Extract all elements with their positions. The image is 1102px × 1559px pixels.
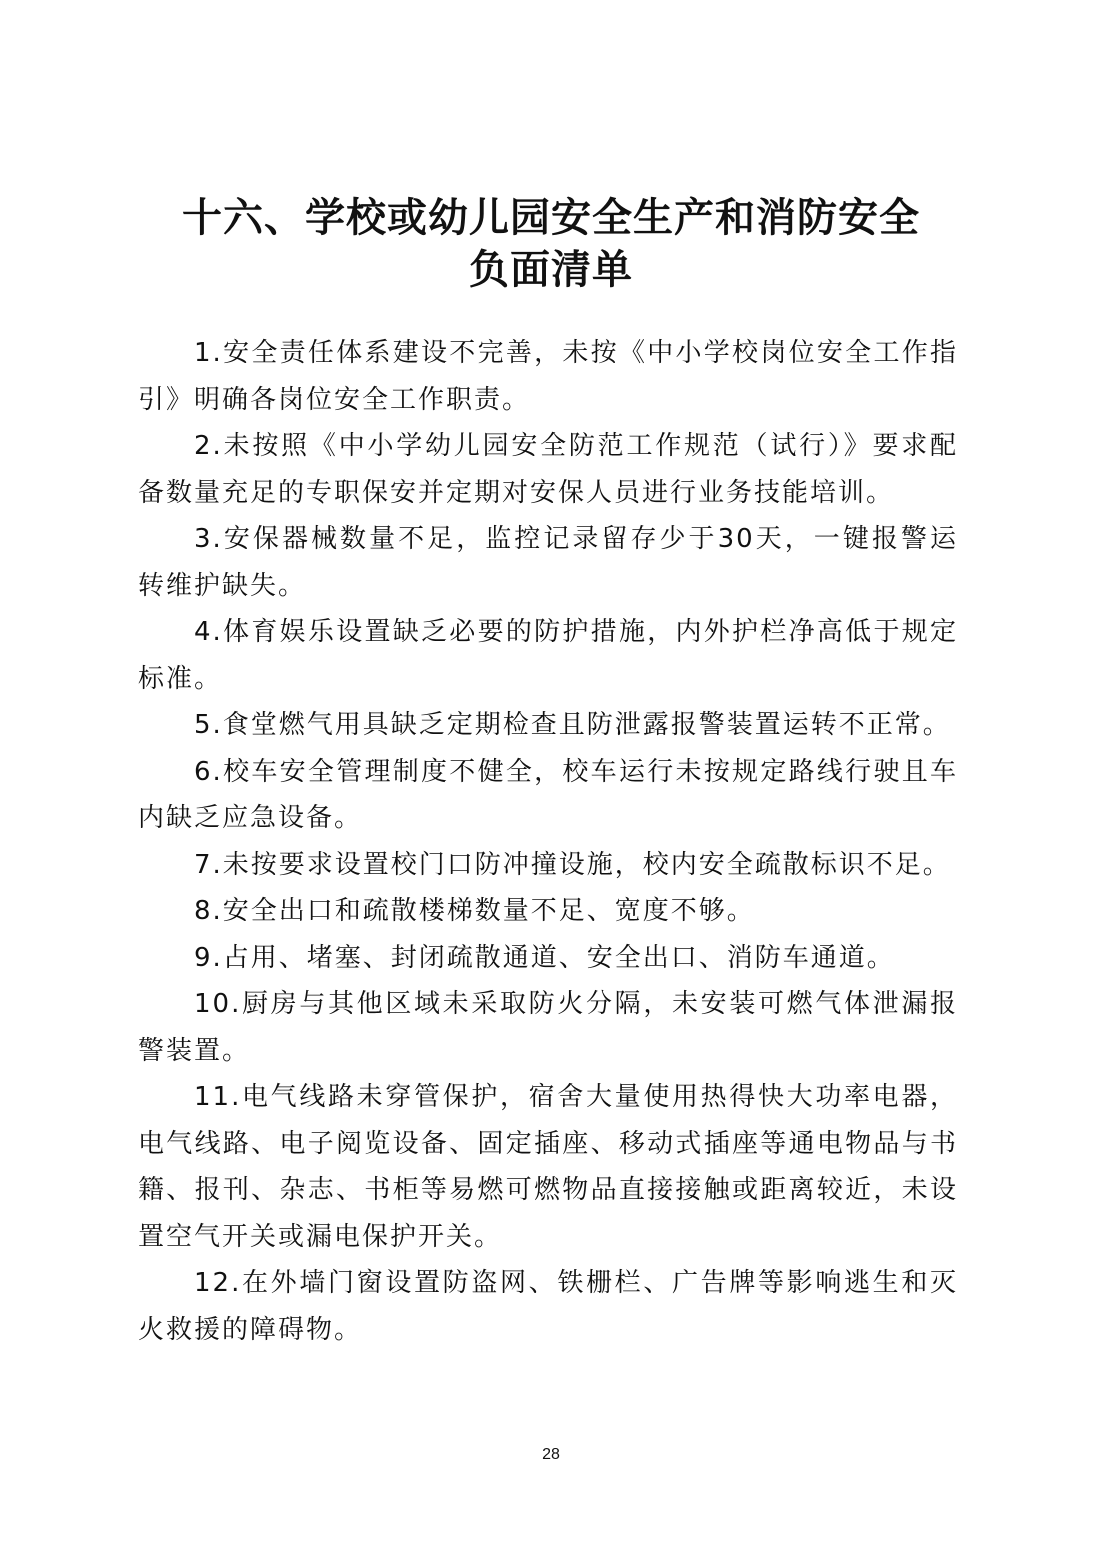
list-item-4: 4.体育娱乐设置缺乏必要的防护措施，内外护栏净高低于规定标准。 <box>138 617 958 694</box>
list-item-5: 5.食堂燃气用具缺乏定期检查且防泄露报警装置运转不正常。 <box>194 710 951 740</box>
list-item-6: 6.校车安全管理制度不健全，校车运行未按规定路线行驶且车内缺乏应急设备。 <box>138 756 958 833</box>
page-title-line-2: 负面清单 <box>469 247 633 293</box>
page-title-line-1: 十六、学校或幼儿园安全生产和消防安全 <box>182 195 920 241</box>
page-number: 28 <box>542 1446 560 1463</box>
list-item-1: 1.安全责任体系建设不完善，未按《中小学校岗位安全工作指引》明确各岗位安全工作职责。 <box>138 338 958 415</box>
list-item-10: 10.厨房与其他区域未采取防火分隔，未安装可燃气体泄漏报警装置。 <box>138 989 958 1066</box>
list-item-9: 9.占用、堵塞、封闭疏散通道、安全出口、消防车通道。 <box>194 942 895 973</box>
list-item-2: 2.未按照《中小学幼儿园安全防范工作规范（试行）》要求配备数量充足的专职保安并定期对安保人员进行业务技能培训。 <box>138 431 958 508</box>
list-item-8: 8.安全出口和疏散楼梯数量不足、宽度不够。 <box>194 896 755 926</box>
list-item-12: 12.在外墙门窗设置防盗网、铁栅栏、广告牌等影响逃生和灭火救援的障碍物。 <box>138 1268 958 1345</box>
item-list <box>138 330 958 1353</box>
list-item-7: 7.未按要求设置校门口防冲撞设施，校内安全疏散标识不足。 <box>194 849 951 880</box>
list-item-3: 3.安保器械数量不足，监控记录留存少于30天，一键报警运转维护缺失。 <box>138 524 958 601</box>
list-item-11: 11.电气线路未穿管保护，宿舍大量使用热得快大功率电器，电气线路、电子阅览设备、固定插座、移动式插座等通电物品与书籍、报刊、杂志、书柜等易燃可燃物品直接接触或距离较近，未设置空气开关或漏电保护开关。 <box>138 1082 958 1252</box>
